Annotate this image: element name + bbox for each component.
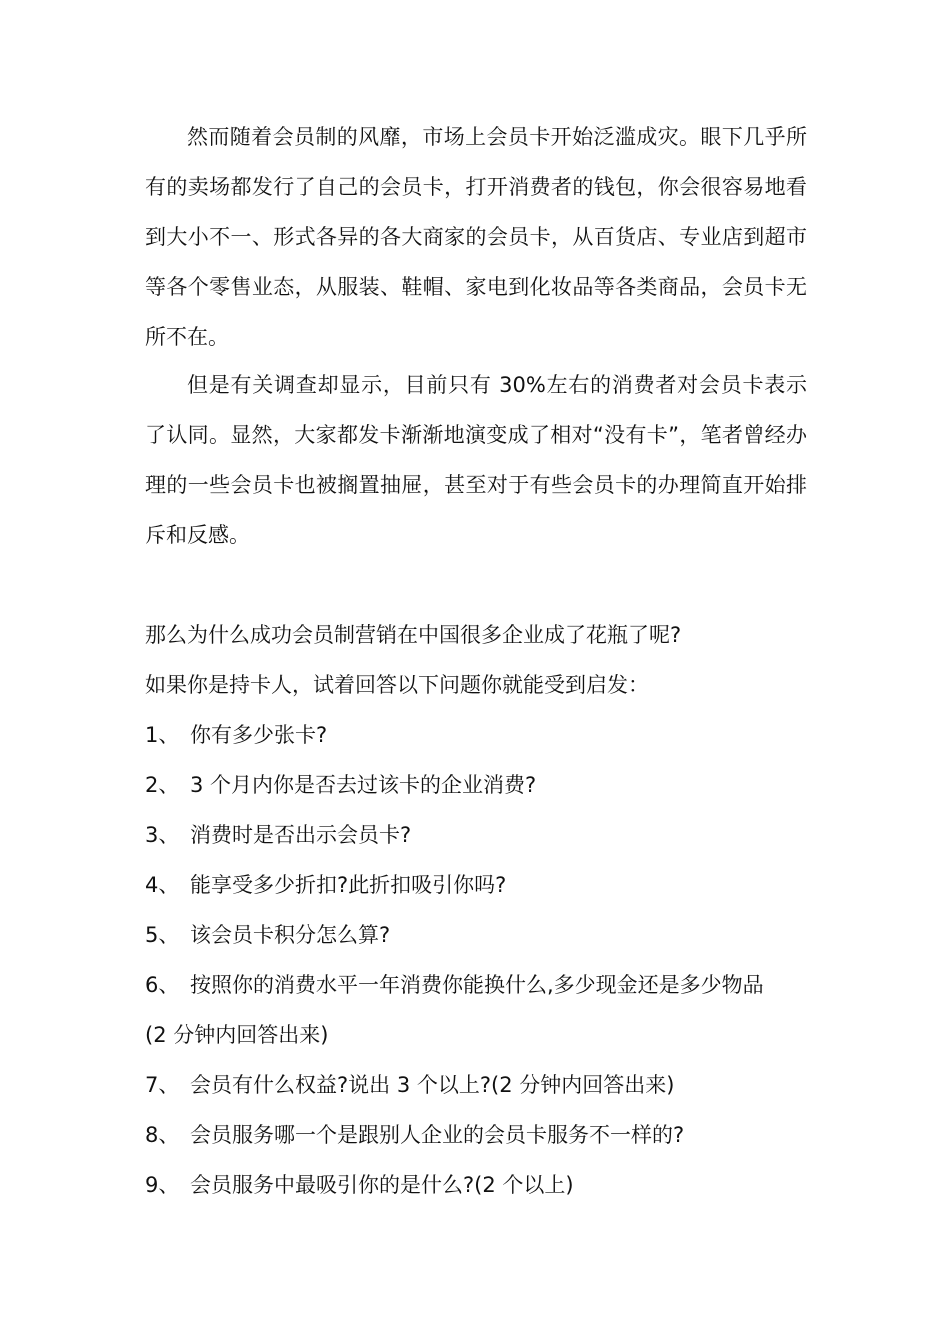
list-item-number: 3、 bbox=[145, 823, 180, 847]
list-item-number: 5、 bbox=[145, 923, 180, 947]
list-item-number: 9、 bbox=[145, 1173, 180, 1197]
list-item-text: 会员服务中最吸引你的是什么?(2 个以上) bbox=[190, 1173, 574, 1197]
list-item-number: 8、 bbox=[145, 1123, 180, 1147]
list-item-text: 会员服务哪一个是跟别人企业的会员卡服务不一样的? bbox=[190, 1123, 685, 1147]
list-item-text: 3 个月内你是否去过该卡的企业消费? bbox=[190, 773, 537, 797]
list-item-text: 该会员卡积分怎么算? bbox=[190, 923, 391, 947]
list-item-text: 会员有什么权益?说出 3 个以上?(2 分钟内回答出来) bbox=[190, 1073, 675, 1097]
list-item-text: 能享受多少折扣?此折扣吸引你吗? bbox=[190, 873, 507, 897]
list-item-number: 1、 bbox=[145, 723, 180, 747]
list-item-number: 7、 bbox=[145, 1073, 180, 1097]
list-item-text: 按照你的消费水平一年消费你能换什么,多少现金还是多少物品 bbox=[190, 973, 764, 997]
list-item-number: 6、 bbox=[145, 973, 180, 997]
list-item-text: 消费时是否出示会员卡? bbox=[190, 823, 412, 847]
question-intro: 如果你是持卡人，试着回答以下问题你就能受到启发： bbox=[145, 673, 649, 697]
list-item-number: 4、 bbox=[145, 873, 180, 897]
list-item-continuation: (2 分钟内回答出来) bbox=[145, 1023, 329, 1047]
question-heading: 那么为什么成功会员制营销在中国很多企业成了花瓶了呢? bbox=[145, 623, 682, 647]
paragraph-survey-result: 但是有关调查却显示，目前只有 30%左右的消费者对会员卡表示了认同。显然，大家都发卡渐渐地演变成了相对“没有卡”，笔者曾经办理的一些会员卡也被搁置抽屉，甚至对于有些会员卡的办理简直开始排斥和反感。 bbox=[145, 373, 807, 547]
paragraph-membership-card-flood: 然而随着会员制的风靡，市场上会员卡开始泛滥成灾。眼下几乎所有的卖场都发行了自己的会员卡，打开消费者的钱包，你会很容易地看到大小不一、形式各异的各大商家的会员卡，从百货店、专业店到超市等各个零售业态，从服装、鞋帽、家电到化妆品等各类商品，会员卡无所不在。 bbox=[145, 125, 807, 349]
list-item-text: 你有多少张卡? bbox=[190, 723, 328, 747]
list-item-number: 2、 bbox=[145, 773, 180, 797]
